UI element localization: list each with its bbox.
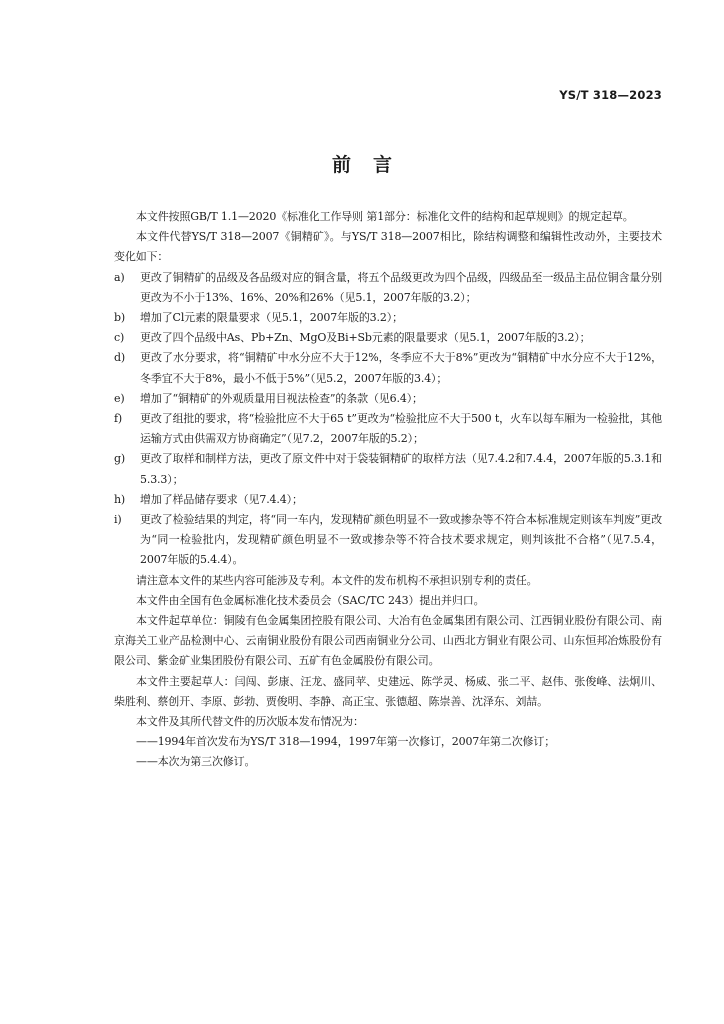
drafting-units: 本文件起草单位：铜陵有色金属集团控股有限公司、大冶有色金属集团有限公司、江西铜业股份有限公司、南京海关工业产品检测中心、云南铜业股份有限公司西南铜业分公司、山西北方铜业有限公司、山东恒邦冶炼股份有限公司、紫金矿业集团股份有限公司、五矿有色金属股份有限公司。: [114, 614, 662, 668]
page-title: 前言: [331, 154, 414, 176]
list-item: [114, 328, 662, 348]
history-intro: 本文件及其所代替文件的历次版本发布情况为：: [136, 715, 364, 729]
list-item: [114, 308, 662, 328]
list-item: [114, 510, 662, 571]
list-item-text: 更改了水分要求，将“铜精矿中水分应不大于12%，冬季应不大于8%”更改为“铜精矿中水分应不大于12%，冬季宜不大于8%，最小不低于5%”（见5.2，2007年版的3.4）；: [140, 351, 662, 385]
list-marker: g): [114, 452, 126, 466]
list-item-text: 更改了检验结果的判定，将“同一车内，发现精矿颜色明显不一致或掺杂等不符合本标准规定则该车判废”更改为“同一检验批内，发现精矿颜色明显不一致或掺杂等不符合技术要求规定，则判该批不合格”（见7.5.4，2007年版的5.4.4）。: [140, 513, 662, 567]
proposer-statement: 本文件由全国有色金属标准化技术委员会（SAC/TC 243）提出并归口。: [136, 593, 485, 607]
intro-paragraph: 本文件代替YS/T 318—2007《铜精矿》。与YS/T 318—2007相比，除结构调整和编辑性改动外，主要技术变化如下：: [114, 230, 662, 264]
list-marker: d): [114, 351, 126, 365]
intro-paragraph: 本文件按照GB/T 1.1—2020《标准化工作导则 第1部分：标准化文件的结构和起草规则》的规定起草。: [136, 210, 634, 223]
list-item: [114, 389, 662, 409]
list-item-text: 增加了样品储存要求（见7.4.4）；: [140, 492, 303, 506]
list-item-text: 更改了取样和制样方法，更改了原文件中对于袋装铜精矿的取样方法（见7.4.2和7.4.4，2007年版的5.3.1和5.3.3）；: [140, 452, 662, 486]
list-item-text: 增加了Cl元素的限量要求（见5.1，2007年版的3.2）；: [140, 311, 403, 325]
drafters: 本文件主要起草人：闫闯、彭康、汪龙、盛同苹、史建远、陈学灵、杨威、张二平、赵伟、张俊峰、法炯川、柴胜利、蔡创开、李原、彭勃、贾俊明、李静、高正宝、张德超、陈崇善、沈泽东、刘喆。: [114, 674, 662, 708]
list-marker: e): [114, 391, 125, 405]
history-item: ——本次为第三次修订。: [136, 755, 256, 769]
list-marker: f): [114, 412, 123, 426]
list-item-text: 更改了四个品级中As、Pb+Zn、MgO及Bi+Sb元素的限量要求（见5.1，2007年版的3.2）；: [140, 331, 591, 345]
list-item: [114, 490, 662, 510]
list-item-text: 增加了“铜精矿的外观质量用目视法检查”的条款（见6.4）；: [140, 391, 423, 405]
list-marker: h): [114, 492, 126, 506]
list-marker: i): [114, 513, 122, 527]
list-item: [114, 449, 662, 489]
list-marker: a): [114, 270, 125, 284]
list-item-text: 更改了组批的要求，将“检验批应不大于65 t”更改为“检验批应不大于500 t，火车以每车厢为一检验批，其他运输方式由供需双方协商确定”（见7.2，2007年版的5.2）；: [140, 412, 662, 446]
standard-number: YS/T 318—2023: [559, 88, 662, 102]
foreword-body: [114, 207, 662, 773]
list-item: [114, 268, 662, 308]
list-item-text: 更改了铜精矿的品级及各品级对应的铜含量，将五个品级更改为四个品级，四级品至一级品主品位铜含量分别更改为不小于13%、16%、20%和26%（见5.1，2007年版的3.2）；: [140, 270, 662, 304]
history-item: ——1994年首次发布为YS/T 318—1994，1997年第一次修订，2007年第二次修订；: [136, 735, 556, 749]
list-item: [114, 409, 662, 449]
list-marker: c): [114, 331, 125, 345]
list-item: [114, 348, 662, 388]
patent-notice: 请注意本文件的某些内容可能涉及专利。本文件的发布机构不承担识别专利的责任。: [136, 573, 538, 587]
list-marker: b): [114, 311, 126, 325]
changes-list: [114, 268, 662, 571]
